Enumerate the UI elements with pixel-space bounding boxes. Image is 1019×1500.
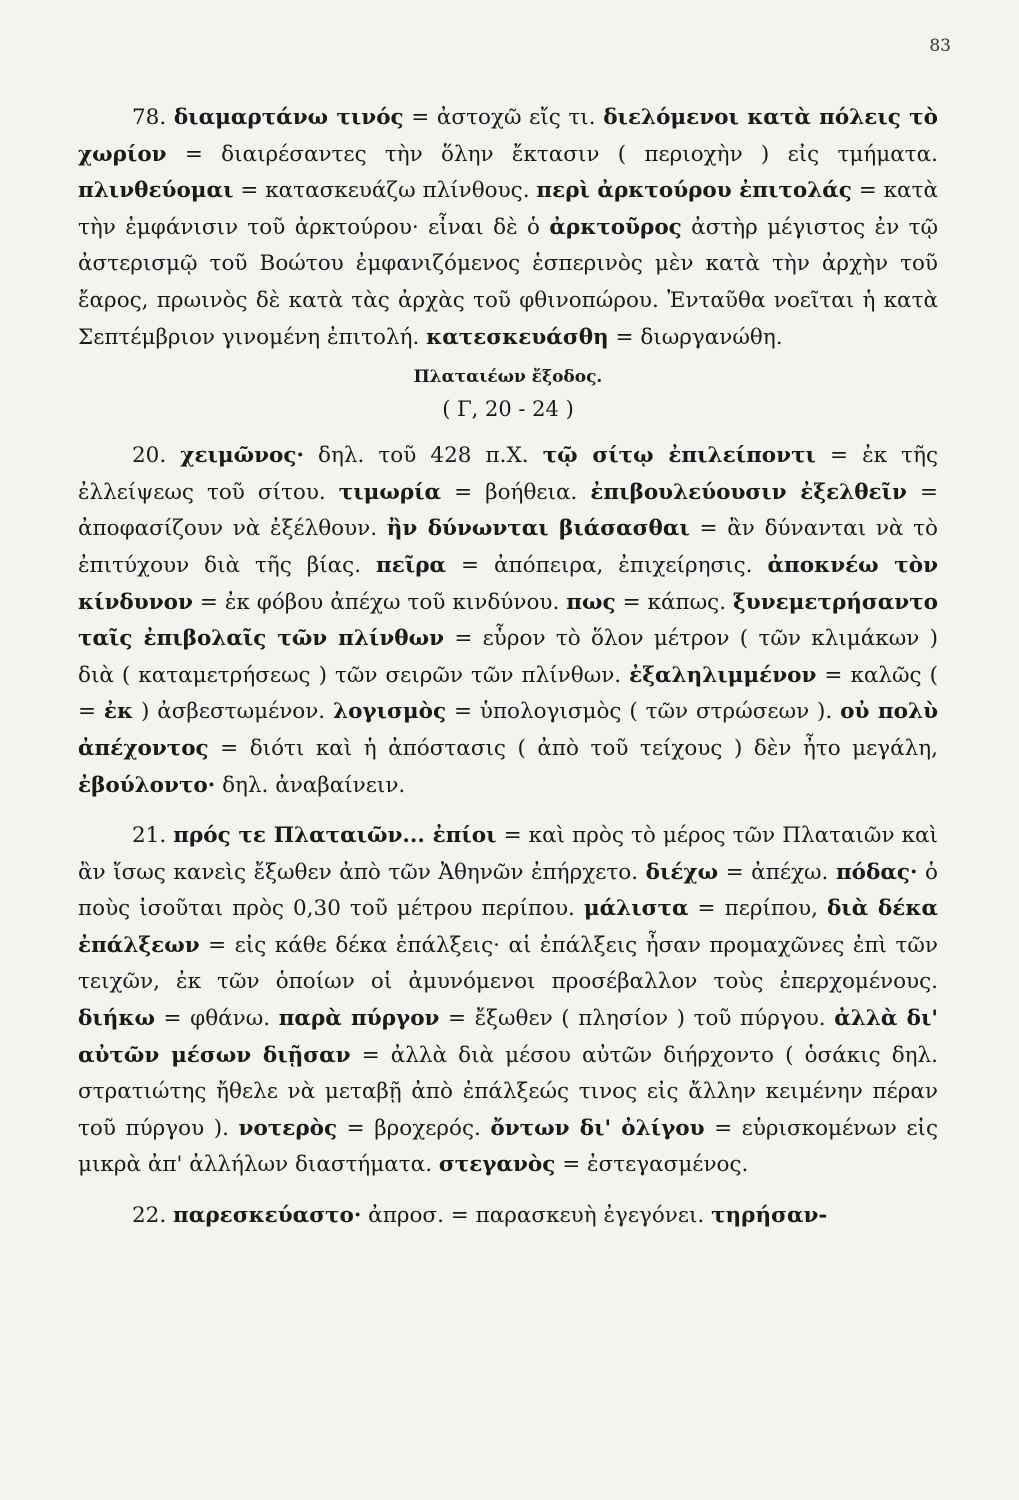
gloss: = κάπως. [615,589,734,615]
gloss: = καὶ πρὸς τὸ μέρος τῶν Πλαταιῶν καὶ ἂν ἴσως κανεὶς ἔξωθεν ἀπὸ τῶν Ἀθηνῶν ἐπήρχετο. [78,823,938,885]
gloss: = ἔξωθεν ( πλησίον ) τοῦ πύργου. [439,1006,835,1032]
gloss: = φθάνω. [154,1006,279,1032]
lemma: ἐξαληλιμμένον [629,662,817,688]
lemma: στεγανὸς [438,1152,556,1178]
page-content [78,100,938,1235]
entry-78 [78,100,938,356]
gloss: ἀπροσ. = παρασκευὴ ἐγεγόνει. [361,1203,712,1229]
lemma: περὶ ἀρκτούρου ἐπιτολάς [536,178,852,204]
lemma: ὄντων δι' ὀλίγου [490,1115,705,1141]
lemma: διαμαρτάνω τινός [173,105,404,130]
entry-22 [78,1198,938,1235]
gloss: = κατασκευάζω πλίνθους. [233,178,537,204]
gloss: = διαιρέσαντες τὴν ὅλην ἔκτασιν ( περιοχὴν ) εἰς τμήματα. [166,141,938,167]
gloss: = ἐστεγασμένος. [555,1152,749,1178]
gloss: = ἂν δύνανται νὰ τὸ ἐπιτύχουν διὰ τῆς βίας. [78,516,938,578]
gloss: = κατὰ τὴν ἐμφάνισιν τοῦ ἀρκτούρου· εἶναι δὲ ὁ [78,178,938,240]
gloss: = ἐκ τῆς ἐλλείψεως τοῦ σίτου. [78,443,938,505]
lemma: ξυνεμετρήσαντο ταῖς ἐπιβολαῖς τῶν πλίνθων [78,589,939,652]
page-number: 83 [929,36,951,56]
gloss: = εὑρισκομένων εἰς μικρὰ ἀπ' ἀλλήλων διαστήματα. [78,1115,938,1178]
lemma: ἐκ [103,699,134,725]
gloss: = ἀλλὰ διὰ μέσου αὐτῶν διήρχοντο ( ὁσάκις δηλ. στρατιώτης ἤθελε νὰ μεταβῇ ἀπὸ ἐπάλξεώς τινος εἰς ἄλλην κειμένην πέραν τοῦ πύργου ). [78,1042,939,1141]
entry-21 [78,818,938,1184]
gloss: = βροχερός. [337,1115,491,1141]
lemma: πεῖρα [376,552,447,578]
lemma: διὰ δέκα ἐπάλξεων [78,896,938,958]
lemma: ἀλλὰ δι' αὐτῶν μέσων διῇσαν [78,1006,938,1068]
gloss: = ἐκ φόβου ἀπέχω τοῦ κινδύνου. [192,589,567,615]
gloss: = διωργανώθη. [608,324,783,350]
lemma: νοτερὸς [238,1115,338,1141]
lemma: πόδας· [835,859,918,885]
lemma: ἐπιβουλεύουσιν ἐξελθεῖν [590,479,907,505]
entry-number: 22. [132,1203,167,1229]
lemma: μάλιστα [583,896,689,922]
lemma: παρὰ πύργον [278,1006,440,1032]
entry-number: 20. [132,443,167,469]
gloss: δηλ. ἀναβαίνειν. [215,772,406,798]
section-reference: ( Γ, 20 - 24 ) [442,397,574,422]
gloss: ἀστὴρ μέγιστος ἐν τῷ ἀστερισμῷ τοῦ Βοώτου ἐμφανιζόμενος ἑσπερινὸς μὲν κατὰ τὴν ἀρχὴν τοῦ ἔαρος, πρωινὸς δὲ κατὰ τὰς ἀρχὰς τοῦ φθινοπώρου. Ἐνταῦθα νοεῖται ἡ κατὰ Σεπτέμβριον γινομένη ἐπιτολή. [78,214,938,350]
entry-number: 78. [132,105,167,130]
gloss: = διότι καὶ ἡ ἀπόστασις ( ἀπὸ τοῦ τείχους ) δὲν ἦτο μεγάλη, [208,735,938,761]
gloss: = βοήθεια. [441,479,591,505]
lemma: λογισμὸς [333,699,447,725]
lemma: ἀρκτοῦρος [549,214,682,240]
gloss: = περίπου, [688,896,827,922]
gloss: = ἀστοχῶ εἴς τι. [403,105,604,130]
gloss: ὁ ποὺς ἰσοῦται πρὸς 0,30 τοῦ μέτρου περίπου. [78,859,938,922]
section-title: Πλαταιέων ἔξοδος. [413,367,603,388]
entry-20 [78,438,938,804]
lemma: τιμωρία [338,479,442,505]
lemma: πλινθεύομαι [78,178,234,204]
gloss: = εἰς κάθε δέκα ἐπάλξεις· αἱ ἐπάλξεις ἦσαν προμαχῶνες ἐπὶ τῶν τειχῶν, ἐκ τῶν ὁποίων οἱ ἀμυνόμενοι προσέβαλλον τοὺς ἐπερχομένους. [78,932,938,995]
lemma: ἐβούλοντο· [78,772,216,798]
gloss: = καλῶς ( = [78,662,938,725]
lemma: πρός τε Πλαταιῶν... ἐπίοι [173,823,497,849]
gloss: = ὑπολογισμὸς ( τῶν στρώσεων ). [446,699,841,725]
gloss: = ἀπέχω. [718,859,836,885]
gloss: ) ἀσβεστωμένον. [133,699,334,725]
lemma: κατεσκευάσθη [426,324,609,350]
gloss: = εὗρον τὸ ὅλον μέτρον ( τῶν κλιμάκων ) διὰ ( καταμετρήσεως ) τῶν σειρῶν τῶν πλίνθων. [78,626,939,688]
lemma: χειμῶνος· [180,443,304,469]
lemma: τηρήσαν- [711,1203,828,1229]
lemma: οὐ πολὺ ἀπέχοντος [78,699,938,761]
lemma: πως [566,589,616,615]
lemma: διελόμενοι κατὰ πόλεις τὸ χωρίον [78,105,938,167]
gloss: = ἀπόπειρα, ἐπιχείρησις. [446,552,768,578]
lemma: ἀποκνέω τὸν κίνδυνον [78,552,938,615]
lemma: παρεσκεύαστο· [173,1203,362,1229]
lemma: ἢν δύνωνται βιάσασθαι [386,516,690,542]
gloss: δηλ. τοῦ 428 π.Χ. [303,443,543,469]
lemma: τῷ σίτῳ ἐπιλείποντι [542,443,816,469]
gloss: = ἀποφασίζουν νὰ ἐξέλθουν. [78,479,938,542]
lemma: διήκω [78,1006,155,1032]
lemma: διέχω [645,859,719,885]
entry-number: 21. [132,823,167,849]
